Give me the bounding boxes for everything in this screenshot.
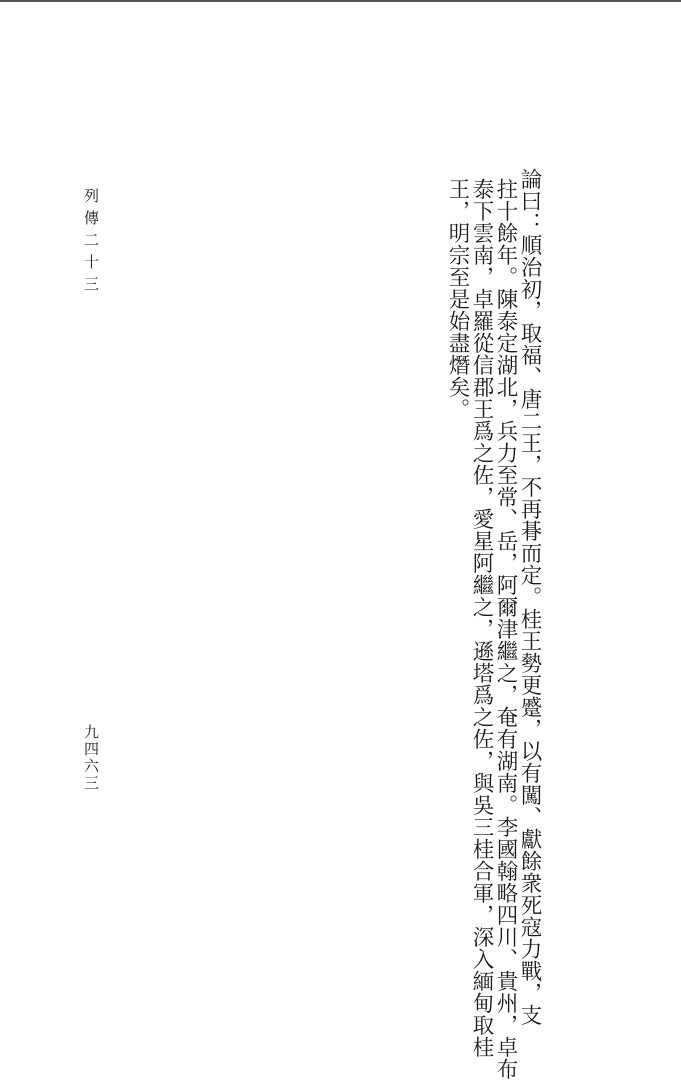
text-column-1: 論曰：順治初，取福、唐二王，不再朞而定。桂王勢更蹙，以有闖、獻餘衆死寇力戰，支 (517, 168, 542, 1026)
text-column-2: 拄十餘年。陳泰定湖北，兵力至常、岳，阿爾津繼之，奄有湖南。李國翰略四川、貴州，卓布 (493, 178, 518, 1080)
top-border-line (0, 0, 681, 2)
running-header: 列傳二十三 (82, 188, 100, 298)
text-column-3: 泰下雲南，卓羅從信郡王爲之佐，愛星阿繼之，遜塔爲之佐，與吳三桂合軍，深入緬甸取桂 (469, 178, 494, 1058)
text-column-4: 王，明宗至是始盡熸矣。 (445, 178, 470, 420)
page-number: 九四六三 (82, 724, 100, 792)
